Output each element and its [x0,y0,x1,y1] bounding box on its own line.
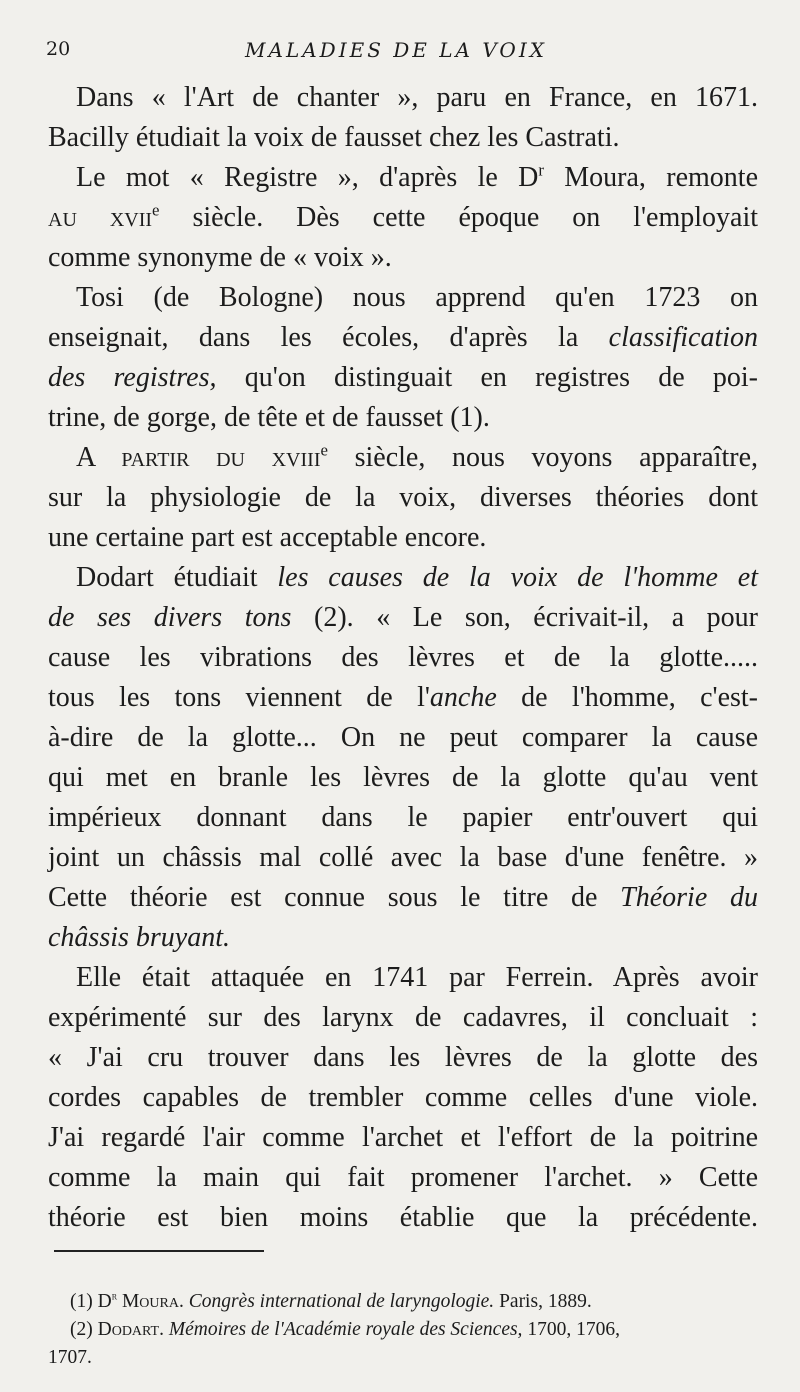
text-line: Tosi (de Bologne) nous apprend qu'en 1723 on [76,282,758,313]
footnotes [48,1288,760,1372]
text-line: Le mot « Registre », d'après le $D^r$ Moura, remonte [76,160,759,193]
text-line: Elle était attaquée en 1741 par Ferrein. Après avoir [76,962,758,993]
text-line: comme synonyme de « voix ». [48,242,392,273]
footnote-number: (2) [70,1319,93,1340]
text-line: cause les vibrations des lèvres et de la glotte..... [48,642,758,673]
text-line: Dodart étudiait les causes de la voix de l'homme et [76,562,758,593]
footnote-title: Congrès international de laryngologie. [188,1291,495,1312]
footnote-separator [54,1250,264,1252]
page-number: 20 [46,38,71,60]
text-line: expérimenté sur des larynx de cadavres, il concluait : [48,1002,758,1033]
text-line: impérieux donnant dans le papier entr'ouvert qui [48,802,758,833]
running-title: MALADIES DE LA VOIX [245,38,547,62]
footnote-2-continuation: 1707. [48,1347,92,1368]
text-line: A partir du xviii$^e$ siècle, nous voyons apparaître, [76,440,759,473]
page-header [46,38,746,68]
footnote-details: Paris, 1889. [494,1291,592,1312]
text-line: sur la physiologie de la voix, diverses théories dont [48,482,758,513]
footnote-title: Mémoires de l'Académie royale des Sciences, [168,1319,523,1340]
text-line: Cette théorie est connue sous le titre de Théorie du [48,882,758,913]
text-line: qui met en branle les lèvres de la glotte qu'au vent [48,762,758,793]
text-line: Dans « l'Art de chanter », paru en France, en 1671. [76,82,758,113]
text-line: enseignait, dans les écoles, d'après la classification [48,322,758,353]
text-line: joint un châssis mal collé avec la base d'une fenêtre. » [48,842,758,873]
text-line: J'ai regardé l'air comme l'archet et l'effort de la poitrine [48,1122,758,1153]
text-line: une certaine part est acceptable encore. [48,522,487,553]
text-line: cordes capables de trembler comme celles d'une viole. [48,1082,758,1113]
footnote-details: 1700, 1706, [522,1319,620,1340]
text-line: au xvii$^e$ siècle. Dès cette époque on l'employait [48,200,758,233]
text-line: à-dire de la glotte... On ne peut comparer la cause [48,722,758,753]
footnote-2 [48,1316,760,1344]
footnote-author: $D^r$ Moura. [97,1289,184,1312]
text-line: Bacilly étudiait la voix de fausset chez les Castrati. [48,122,620,153]
footnote-number: (1) [70,1291,93,1312]
text-line: tous les tons viennent de l'anche de l'homme, c'est- [48,682,758,713]
body-text [48,78,758,1238]
text-line: « J'ai cru trouver dans les lèvres de la glotte des [48,1042,758,1073]
text-line: théorie est bien moins établie que la précédente. [48,1202,758,1233]
text-line: trine, de gorge, de tête et de fausset (1). [48,402,490,433]
text-line: des registres, qu'on distinguait en registres de poi- [48,362,758,393]
text-line: châssis bruyant. [48,922,230,953]
footnote-1 [48,1288,760,1316]
footnote-author: Dodart. [97,1319,164,1340]
text-line: comme la main qui fait promener l'archet. » Cette [48,1162,758,1193]
text-line: de ses divers tons (2). « Le son, écrivait-il, a pour [48,602,758,633]
